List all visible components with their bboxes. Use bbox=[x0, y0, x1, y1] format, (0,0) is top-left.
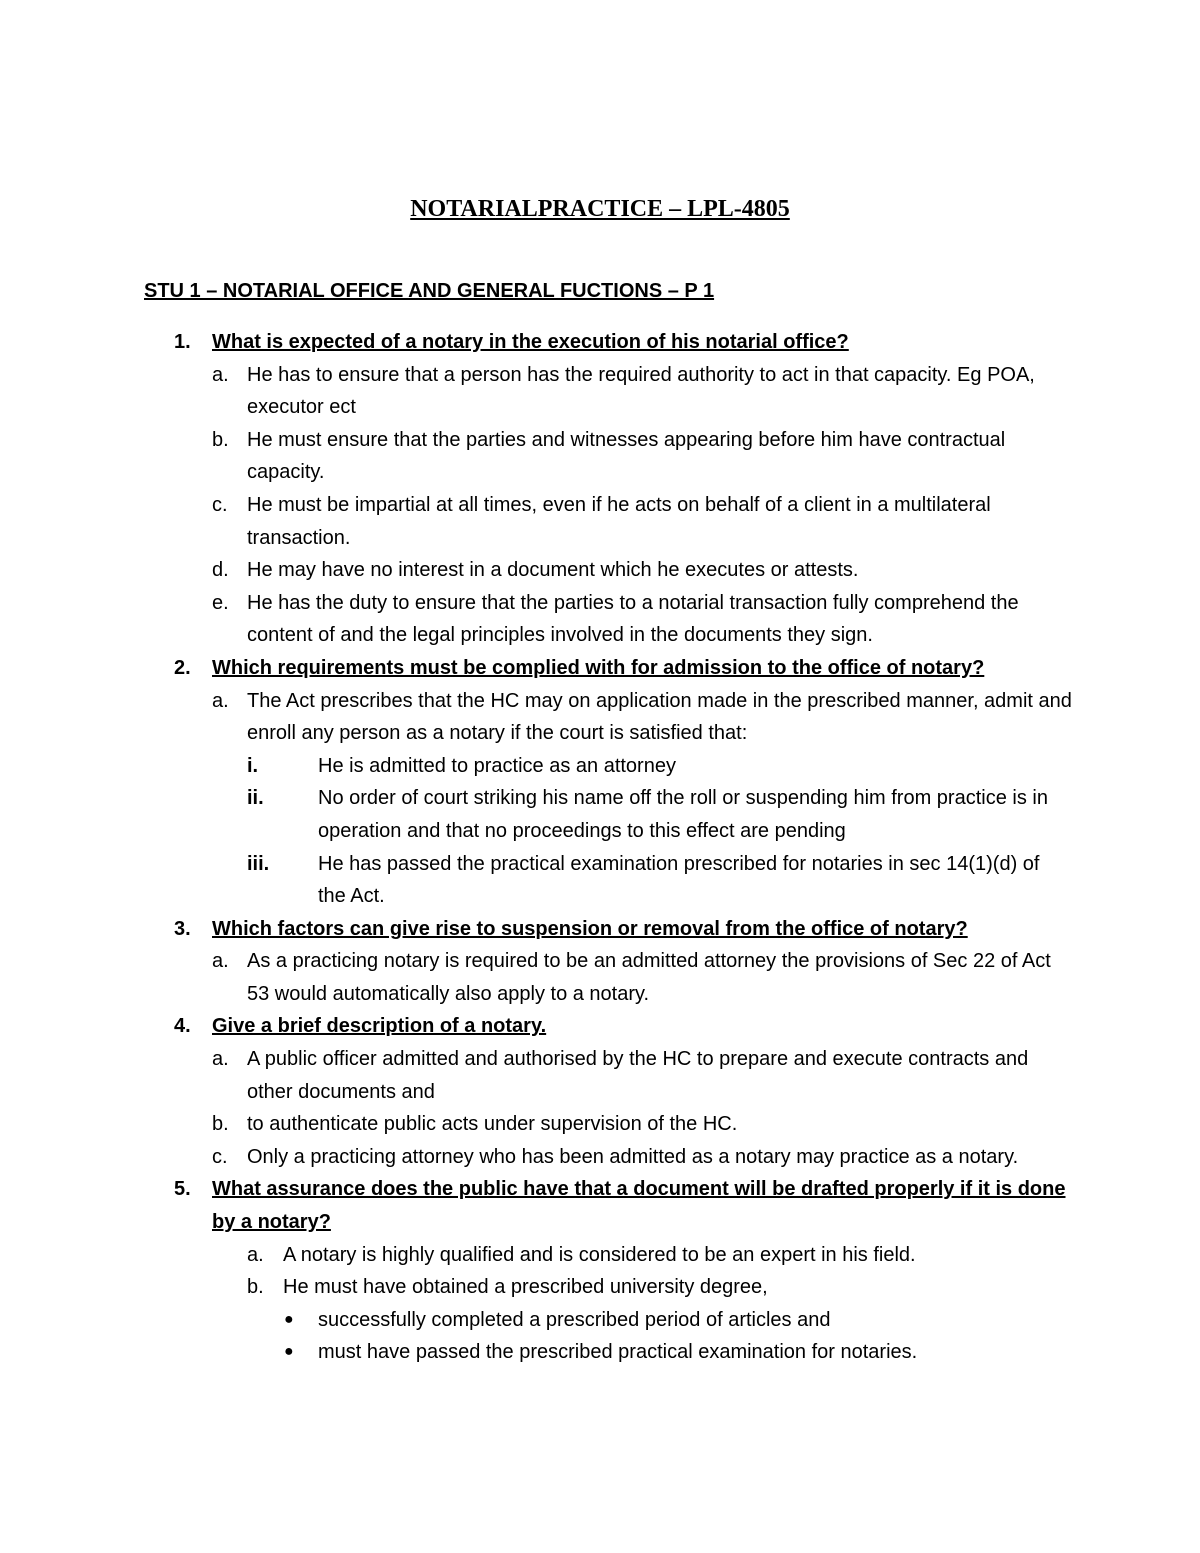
question-number: 1. bbox=[174, 331, 191, 353]
answer-item bbox=[0, 1239, 1200, 1272]
roman-numeral: i. bbox=[247, 754, 259, 777]
answer-text: Only a practicing attorney who has been admitted as a notary may practice as a notary. bbox=[247, 1145, 1019, 1168]
sub-item-text: He is admitted to practice as an attorney bbox=[318, 754, 676, 777]
bullet-icon: ● bbox=[284, 1343, 294, 1361]
answer-text: A notary is highly qualified and is considered to be an expert in his field. bbox=[283, 1243, 916, 1266]
question-text: Give a brief description of a notary. bbox=[212, 1015, 547, 1038]
bullet-text: must have passed the prescribed practical examination for notaries. bbox=[318, 1341, 918, 1364]
question-1 bbox=[0, 326, 1200, 359]
answer-letter: b. bbox=[247, 1276, 264, 1299]
answer-letter: a. bbox=[212, 363, 229, 386]
answer-letter: c. bbox=[212, 1145, 228, 1168]
question-list bbox=[0, 326, 1200, 1369]
question-text: What is expected of a notary in the execution of his notarial office? bbox=[212, 331, 849, 353]
answer-item bbox=[0, 587, 1200, 652]
answer-text: He may have no interest in a document which he executes or attests. bbox=[247, 559, 859, 582]
sub-item-text: No order of court striking his name off the roll or suspending him from practice is in operation and that no proceedings to this effect are pending bbox=[318, 787, 1048, 842]
answer-item bbox=[0, 424, 1200, 489]
answer-letter: a. bbox=[212, 689, 229, 712]
answer-item bbox=[0, 489, 1200, 554]
answer-letter: a. bbox=[212, 950, 229, 973]
answer-item bbox=[0, 945, 1200, 1010]
answer-item bbox=[0, 359, 1200, 424]
answer-item bbox=[0, 1271, 1200, 1304]
sub-item bbox=[0, 782, 1200, 847]
sub-item-text: He has passed the practical examination prescribed for notaries in sec 14(1)(d) of the Act. bbox=[318, 852, 1040, 908]
bullet-icon: ● bbox=[284, 1310, 294, 1328]
answer-letter: a. bbox=[247, 1243, 264, 1266]
roman-numeral: ii. bbox=[247, 787, 264, 810]
question-text: What assurance does the public have that a document will be drafted properly if it is done by a notary? bbox=[212, 1178, 1066, 1234]
bullet-item bbox=[0, 1336, 1200, 1369]
answer-item bbox=[0, 685, 1200, 750]
answer-letter: a. bbox=[212, 1048, 229, 1071]
question-5 bbox=[0, 1173, 1200, 1238]
document-title: NOTARIALPRACTICE – LPL-4805 bbox=[410, 196, 790, 222]
question-text: Which requirements must be complied with for admission to the office of notary? bbox=[212, 656, 985, 679]
question-3 bbox=[0, 913, 1200, 946]
answer-letter: b. bbox=[212, 428, 229, 451]
question-4 bbox=[0, 1010, 1200, 1043]
answer-text: A public officer admitted and authorised by the HC to prepare and execute contracts and other documents and bbox=[247, 1048, 1029, 1103]
question-text: Which factors can give rise to suspension or removal from the office of notary? bbox=[212, 917, 968, 940]
answer-text: He must ensure that the parties and witnesses appearing before him have contractual capacity. bbox=[247, 428, 1006, 484]
answer-text: He has the duty to ensure that the parties to a notarial transaction fully comprehend the content of and the legal principles involved in the documents they sign. bbox=[247, 591, 1019, 647]
answer-text: He must be impartial at all times, even if he acts on behalf of a client in a multilateral transaction. bbox=[247, 493, 991, 549]
sub-item bbox=[0, 848, 1200, 913]
question-2 bbox=[0, 652, 1200, 685]
question-number: 2. bbox=[174, 656, 191, 679]
roman-numeral: iii. bbox=[247, 852, 270, 875]
bullet-item bbox=[0, 1304, 1200, 1337]
answer-text: to authenticate public acts under supervision of the HC. bbox=[247, 1113, 738, 1136]
question-number: 3. bbox=[174, 917, 191, 940]
answer-letter: b. bbox=[212, 1113, 229, 1136]
answer-text: He has to ensure that a person has the required authority to act in that capacity. Eg POA, executor ect bbox=[247, 363, 1035, 419]
question-number: 4. bbox=[174, 1015, 191, 1038]
answer-letter: e. bbox=[212, 591, 229, 614]
answer-item bbox=[0, 1108, 1200, 1141]
answer-item bbox=[0, 1141, 1200, 1174]
answer-letter: d. bbox=[212, 559, 229, 582]
section-heading: STU 1 – NOTARIAL OFFICE AND GENERAL FUCTIONS – P 1 bbox=[144, 280, 715, 302]
answer-text: The Act prescribes that the HC may on application made in the prescribed manner, admit and enroll any person as a notary if the court is satisfied that: bbox=[247, 689, 1072, 745]
answer-item bbox=[0, 1043, 1200, 1108]
answer-letter: c. bbox=[212, 493, 228, 516]
answer-text: As a practicing notary is required to be an admitted attorney the provisions of Sec 22 of Act 53 would automatically also apply to a notary. bbox=[247, 950, 1051, 1005]
answer-text: He must have obtained a prescribed university degree, bbox=[283, 1276, 768, 1299]
question-number: 5. bbox=[174, 1178, 191, 1201]
bullet-text: successfully completed a prescribed period of articles and bbox=[318, 1308, 831, 1331]
sub-item bbox=[0, 750, 1200, 783]
answer-item bbox=[0, 554, 1200, 587]
